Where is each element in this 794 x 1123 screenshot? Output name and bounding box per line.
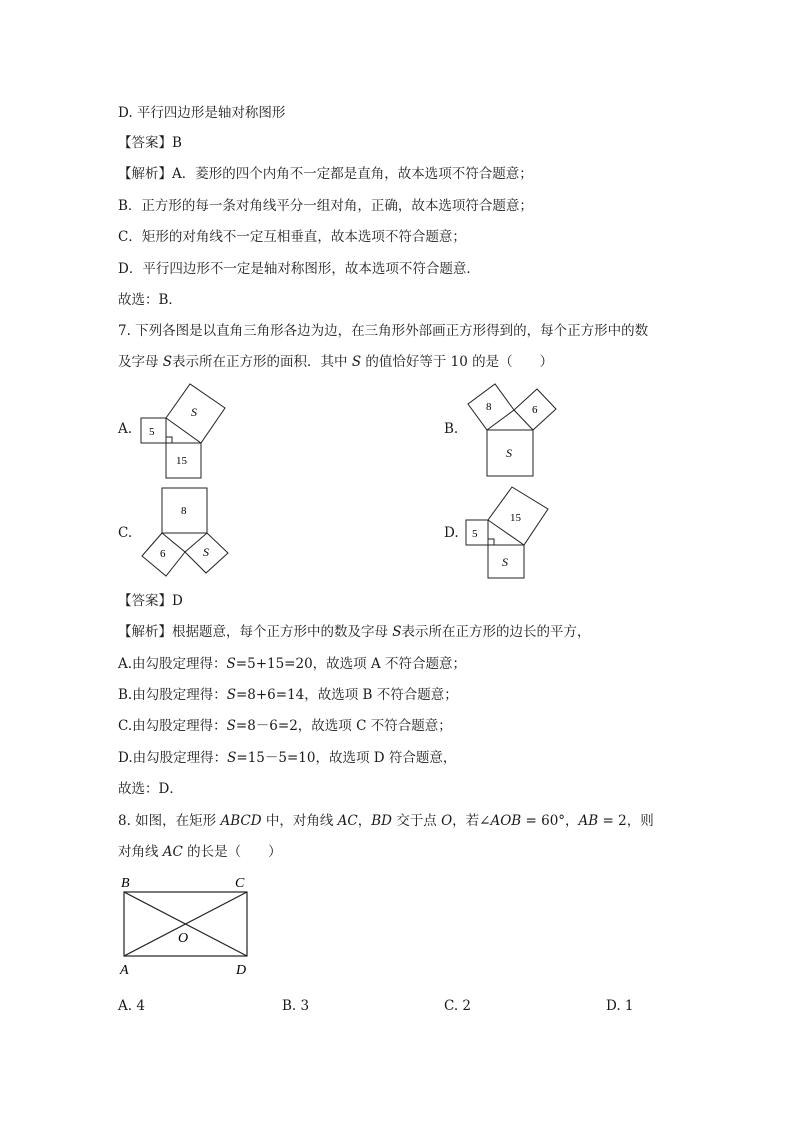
q8-stem-line1: 8. 如图，在矩形 ABCD 中，对角线 AC，BD 交于点 O，若∠AOB = 60°，AB = 2，则 (118, 813, 654, 829)
square-label: S (203, 545, 209, 559)
q7-option-d-figure (462, 485, 562, 580)
center-label-o: O (178, 931, 189, 946)
vertex-label-b: B (121, 876, 130, 891)
vertex-label-c: C (235, 876, 245, 891)
q7-option-b-figure (462, 380, 562, 480)
square-label: 8 (486, 401, 492, 413)
q7-option-b-label: B. (444, 421, 459, 437)
q8-stem-line2: 对角线 AC 的长是（ ） (118, 844, 282, 860)
q7-answer: 【答案】D (118, 593, 183, 609)
q8-rectangle-figure (115, 872, 260, 980)
square-label: 15 (510, 512, 521, 524)
q7-option-c-figure (138, 485, 233, 580)
q8-choice-a: A. 4 (118, 998, 145, 1014)
q7-analysis-line: A.由勾股定理得：S=5+15=20，故选项 A 不符合题意； (118, 656, 467, 672)
q7-stem-line1: 7. 下列各图是以直角三角形各边为边，在三角形外部画正方形得到的，每个正方形中的数 (118, 323, 649, 339)
square-label: 6 (160, 548, 166, 560)
right-angle-mark (166, 437, 172, 443)
vertex-label-a: A (120, 963, 129, 978)
q8-choice-b: B. 3 (282, 998, 310, 1014)
q6-answer: 【答案】B (118, 135, 182, 151)
q7-option-c-label: C. (118, 525, 133, 541)
q6-analysis-line: C．矩形的对角线不一定互相垂直，故本选项不符合题意； (118, 229, 466, 245)
q8-choice-c: C. 2 (444, 998, 472, 1014)
q8-choice-d: D. 1 (606, 998, 634, 1014)
q7-analysis-line: B.由勾股定理得：S=8+6=14，故选项 B 不符合题意； (118, 687, 458, 703)
square-label: S (191, 405, 197, 419)
q7-option-d-label: D. (444, 525, 459, 541)
q6-conclusion: 故选：B． (118, 292, 182, 308)
square-label: 5 (149, 426, 155, 438)
square-label: 15 (176, 455, 187, 467)
q6-option-d: D. 平行四边形是轴对称图形 (118, 105, 286, 121)
q7-analysis-intro: 【解析】根据题意，每个正方形中的数及字母 S表示所在正方形的边长的平方， (118, 624, 591, 640)
vertex-label-d: D (236, 963, 247, 978)
square-label: 8 (181, 505, 187, 517)
q7-option-a-figure (135, 380, 230, 480)
square-label: S (502, 555, 508, 569)
q6-analysis-line: B．正方形的每一条对角线平分一组对角，正确，故本选项符合题意； (118, 198, 533, 214)
q7-analysis-line: D.由勾股定理得：S=15－5=10，故选项 D 符合题意， (118, 750, 457, 766)
q7-option-a-label: A. (118, 421, 133, 437)
square-label: 6 (532, 404, 538, 416)
square-label: 5 (472, 528, 478, 540)
q6-analysis-line: D．平行四边形不一定是轴对称图形，故本选项不符合题意． (118, 261, 480, 277)
square-label: S (506, 446, 512, 460)
q7-conclusion: 故选：D． (118, 781, 183, 797)
q7-stem-line2: 及字母 S表示所在正方形的面积．其中 S 的值恰好等于 10 的是（ ） (118, 354, 554, 370)
right-angle-mark (488, 539, 494, 545)
q6-analysis-line: 【解析】A．菱形的四个内角不一定都是直角，故本选项不符合题意； (118, 166, 533, 182)
q7-analysis-line: C.由勾股定理得：S=8－6=2，故选项 C 不符合题意； (118, 718, 452, 734)
